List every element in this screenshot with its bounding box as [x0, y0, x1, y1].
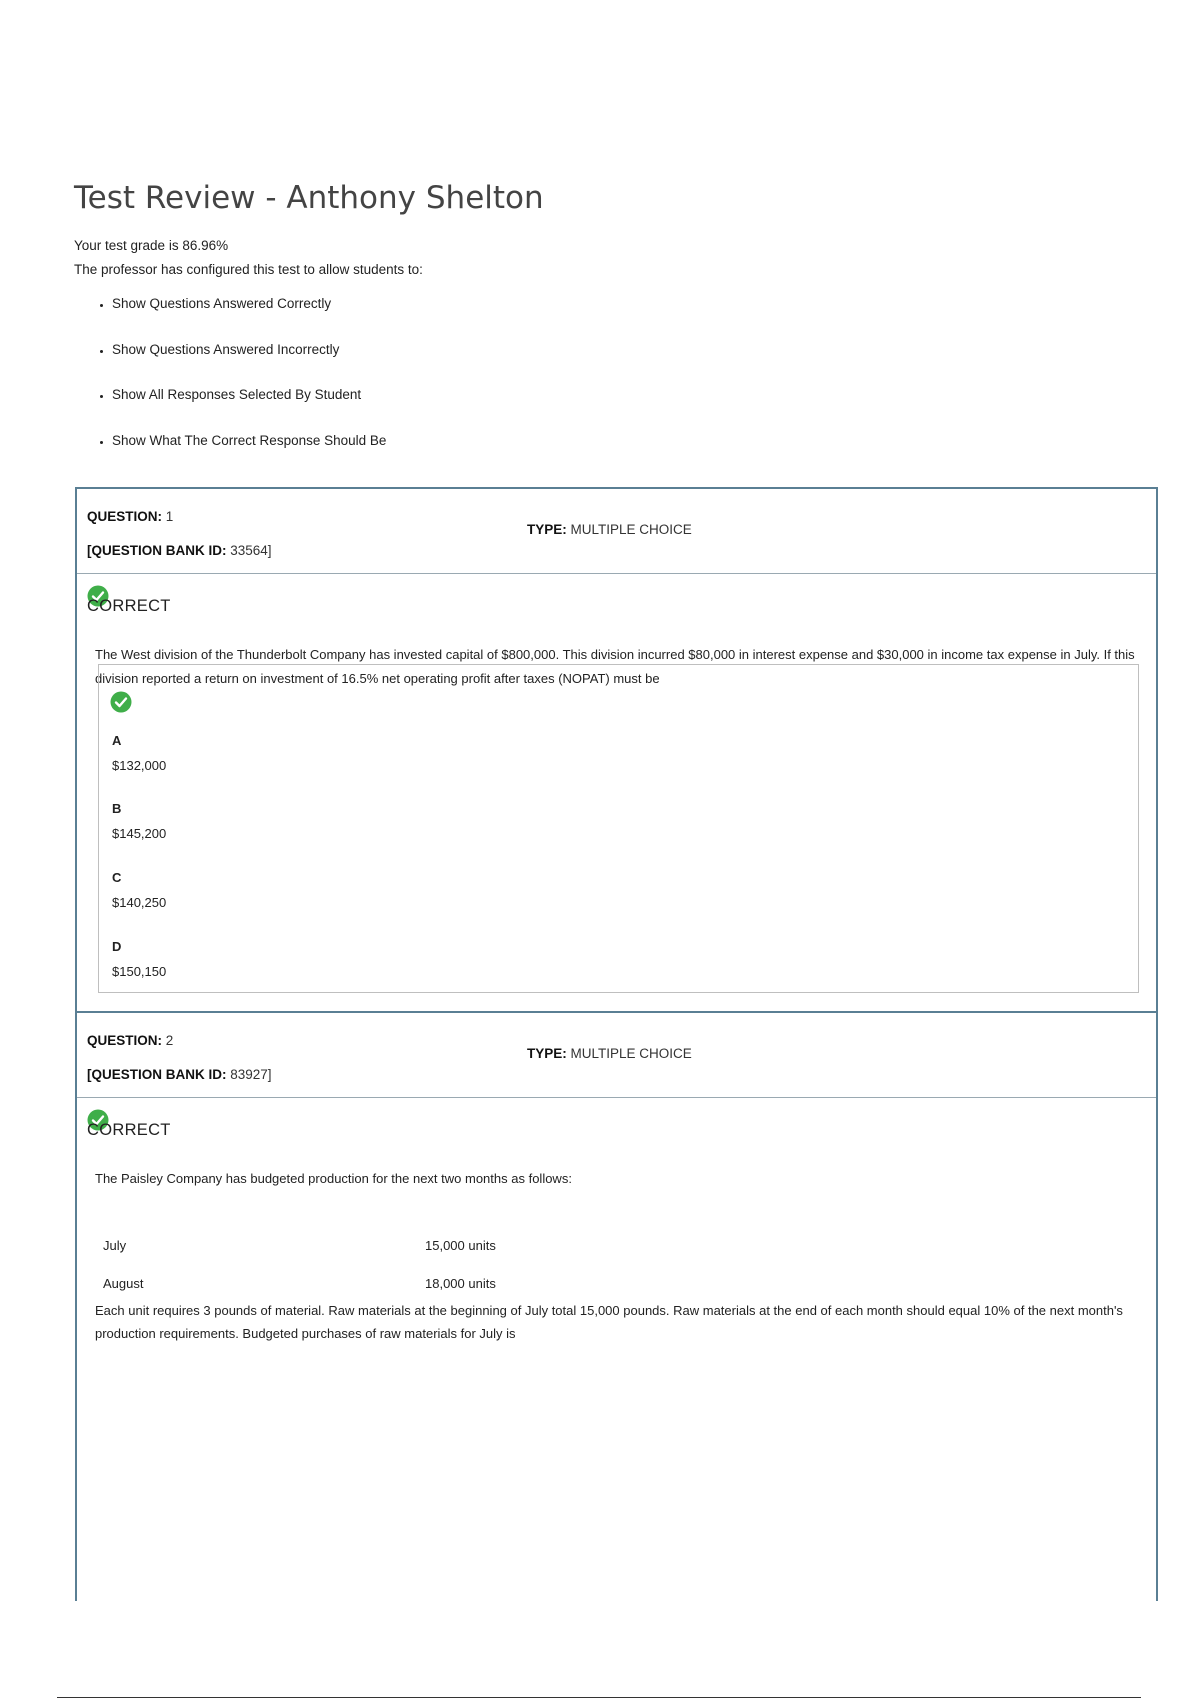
- result-label: CORRECT: [87, 597, 171, 615]
- result-label: CORRECT: [87, 1121, 171, 1139]
- question-label: QUESTION:: [87, 1033, 163, 1048]
- production-quantity: 18,000 units: [425, 1276, 496, 1291]
- answer-option-b[interactable]: [112, 801, 166, 841]
- production-month: August: [103, 1276, 144, 1291]
- option-letter: B: [112, 801, 122, 816]
- production-quantity: 15,000 units: [425, 1238, 496, 1253]
- question-header: [77, 1013, 1156, 1098]
- answer-option-d[interactable]: [112, 939, 166, 979]
- question-number: [87, 1033, 173, 1048]
- permissions-list: [100, 296, 386, 478]
- option-letter: A: [112, 733, 122, 748]
- selected-answer-check-icon: [110, 691, 132, 713]
- bank-id-value: 33564]: [230, 543, 272, 558]
- question-intro-text: The Paisley Company has budgeted production for the next two months as follows:: [95, 1171, 572, 1186]
- type-value: MULTIPLE CHOICE: [570, 522, 692, 537]
- bank-id-value: 83927]: [230, 1067, 272, 1082]
- type-label: TYPE:: [527, 522, 567, 537]
- page-bottom-rule: [57, 1697, 1141, 1698]
- option-text: $150,150: [112, 964, 167, 979]
- bank-id-label: [QUESTION BANK ID:: [87, 543, 227, 558]
- question-card-1: [75, 487, 1158, 1013]
- production-month: July: [103, 1238, 127, 1253]
- question-text: Each unit requires 3 pounds of material. Raw materials at the beginning of July total 15,000 pounds. Raw materials at the end of each month should equal 10% of the next month's production requirements. Budgeted purchases of raw materials for July is: [95, 1303, 1123, 1341]
- option-letter: D: [112, 939, 122, 954]
- result-status: [87, 597, 171, 616]
- question-card-2: [75, 1011, 1158, 1601]
- question-number-value: 1: [165, 509, 174, 524]
- permission-item: Show Questions Answered Correctly: [100, 296, 386, 342]
- type-label: TYPE:: [527, 1046, 567, 1061]
- result-status: [87, 1121, 171, 1140]
- permission-item: Show What The Correct Response Should Be: [100, 433, 386, 479]
- question-type: [527, 1046, 692, 1061]
- test-grade-text: Your test grade is 86.96%: [74, 238, 229, 253]
- question-text: The West division of the Thunderbolt Company has invested capital of $800,000. This division incurred $80,000 in interest expense and $30,000 in income tax expense in July. If this division reported a return on investment of 16.5% net operating profit after taxes (NOPAT) must be: [95, 647, 1135, 686]
- option-text: $132,000: [112, 758, 167, 773]
- question-number: [87, 509, 173, 524]
- question-header: [77, 489, 1156, 574]
- question-label: QUESTION:: [87, 509, 163, 524]
- question-type: [527, 522, 692, 537]
- answer-option-c[interactable]: [112, 870, 166, 910]
- option-letter: C: [112, 870, 122, 885]
- answer-option-a[interactable]: [112, 733, 166, 773]
- permission-item: Show All Responses Selected By Student: [100, 387, 386, 433]
- page-title: Test Review - Anthony Shelton: [74, 180, 544, 216]
- question-bank-id: [87, 543, 272, 558]
- option-text: $140,250: [112, 895, 167, 910]
- question-bank-id: [87, 1067, 272, 1082]
- option-text: $145,200: [112, 826, 167, 841]
- configuration-text: The professor has configured this test to allow students to:: [74, 262, 423, 277]
- answer-options-box: [98, 664, 1139, 993]
- permission-item: Show Questions Answered Incorrectly: [100, 342, 386, 388]
- question-number-value: 2: [165, 1033, 174, 1048]
- bank-id-label: [QUESTION BANK ID:: [87, 1067, 227, 1082]
- type-value: MULTIPLE CHOICE: [570, 1046, 692, 1061]
